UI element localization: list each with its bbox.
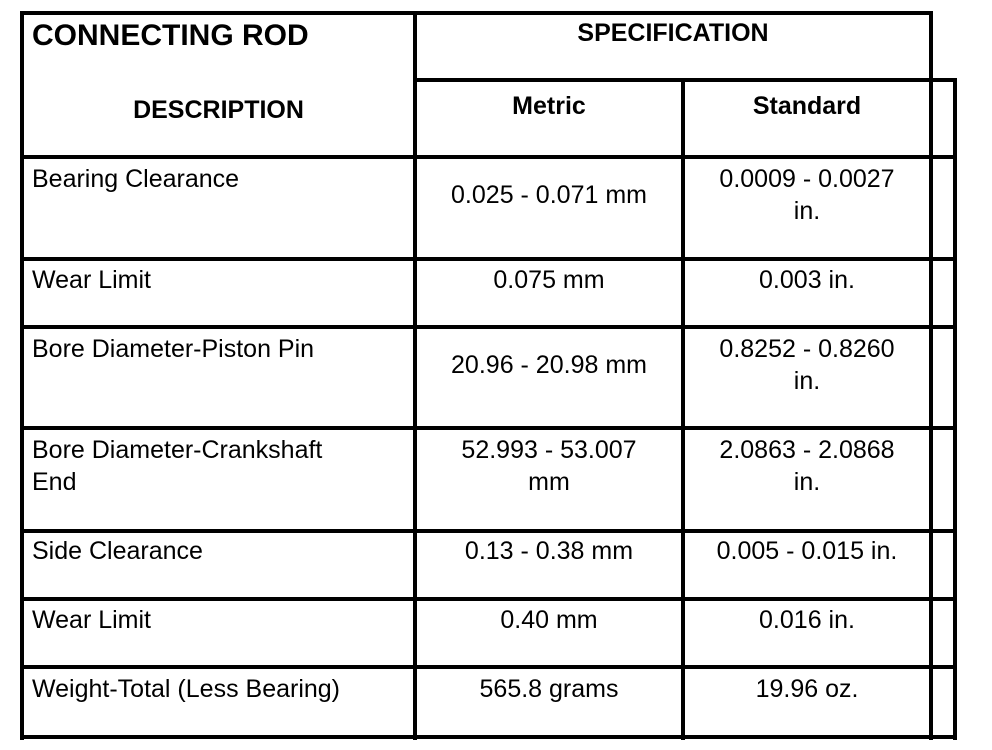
row-3-standard-line1: 0.8252 - 0.8260 bbox=[719, 335, 895, 363]
row-7-metric: 565.8 grams bbox=[479, 675, 619, 703]
row-4-standard-line2: in. bbox=[793, 468, 821, 496]
divider-spec-sub bbox=[413, 78, 957, 82]
row-divider bbox=[20, 665, 957, 669]
row-1-standard-line1: 0.0009 - 0.0027 bbox=[719, 165, 895, 193]
row-6-metric: 0.40 mm bbox=[500, 606, 598, 634]
row-6-description: Wear Limit bbox=[32, 606, 152, 634]
row-divider bbox=[20, 426, 957, 430]
row-4-metric-line2: mm bbox=[528, 468, 570, 496]
row-2-standard: 0.003 in. bbox=[759, 266, 855, 294]
row-2-description: Wear Limit bbox=[32, 266, 152, 294]
table-title: CONNECTING ROD bbox=[32, 19, 309, 52]
border-top bbox=[20, 11, 933, 15]
metric-header: Metric bbox=[512, 92, 586, 120]
row-6-standard: 0.016 in. bbox=[759, 606, 855, 634]
row-5-metric: 0.13 - 0.38 mm bbox=[464, 537, 634, 565]
description-header: DESCRIPTION bbox=[133, 96, 304, 124]
row-3-metric: 20.96 - 20.98 mm bbox=[451, 351, 647, 379]
specification-header: SPECIFICATION bbox=[577, 19, 769, 47]
row-1-metric: 0.025 - 0.071 mm bbox=[451, 181, 647, 209]
row-2-metric: 0.075 mm bbox=[493, 266, 605, 294]
row-4-description-line2: End bbox=[32, 468, 77, 496]
row-divider bbox=[20, 597, 957, 601]
border-far-right bbox=[953, 80, 957, 740]
row-7-standard: 19.96 oz. bbox=[755, 675, 859, 703]
row-4-standard-line1: 2.0863 - 2.0868 bbox=[719, 436, 895, 464]
row-3-standard-line2: in. bbox=[793, 367, 821, 395]
row-7-description: Weight-Total (Less Bearing) bbox=[32, 675, 341, 703]
row-5-standard: 0.005 - 0.015 in. bbox=[716, 537, 898, 565]
border-right bbox=[929, 11, 933, 740]
row-3-description: Bore Diameter-Piston Pin bbox=[32, 335, 315, 363]
row-1-description: Bearing Clearance bbox=[32, 165, 240, 193]
standard-header: Standard bbox=[752, 92, 862, 120]
row-4-metric-line1: 52.993 - 53.007 bbox=[461, 436, 637, 464]
row-5-description: Side Clearance bbox=[32, 537, 203, 565]
row-1-standard-line2: in. bbox=[793, 197, 821, 225]
row-4-description-line1: Bore Diameter-Crankshaft bbox=[32, 436, 323, 464]
row-divider bbox=[20, 529, 957, 533]
row-divider bbox=[20, 325, 957, 329]
border-bottom bbox=[20, 735, 957, 739]
row-divider bbox=[20, 155, 957, 159]
row-divider bbox=[20, 257, 957, 261]
